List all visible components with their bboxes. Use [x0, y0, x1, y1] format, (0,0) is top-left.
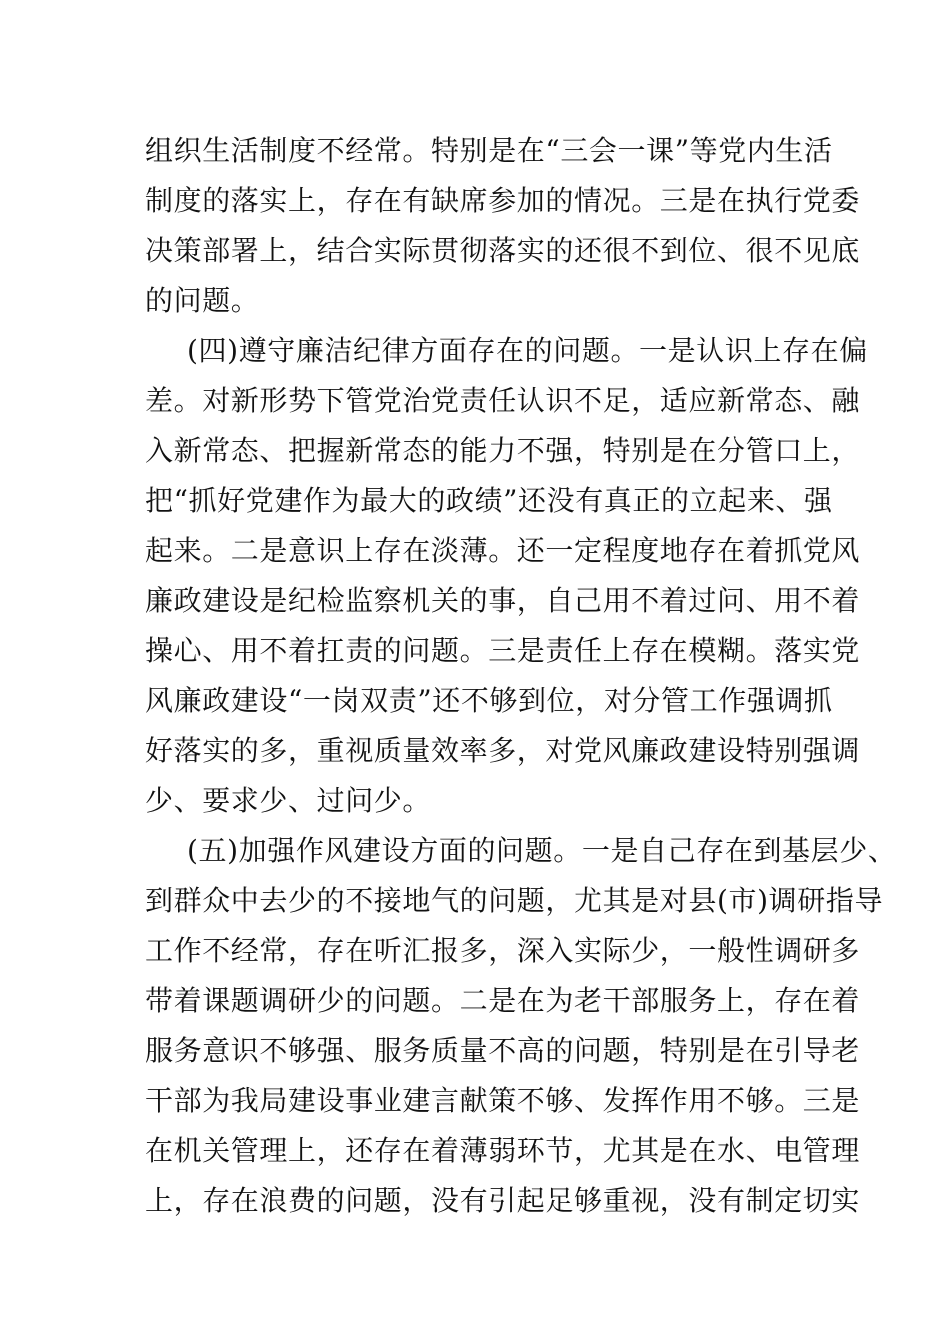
text-line: 好落实的多，重视质量效率多，对党风廉政建设特别强调: [145, 734, 861, 767]
text-line: 少、要求少、过问少。: [145, 784, 432, 817]
text-line: 工作不经常，存在听汇报多，深入实际少，一般性调研多: [145, 934, 861, 967]
text-line: 制度的落实上，存在有缺席参加的情况。三是在执行党委: [145, 184, 861, 217]
text-line: 廉政建设是纪检监察机关的事，自己用不着过问、用不着: [145, 584, 861, 617]
text-line: 决策部署上，结合实际贯彻落实的还很不到位、很不见底: [145, 234, 861, 267]
text-line: 风廉政建设“一岗双责”还不够到位，对分管工作强调抓: [145, 684, 833, 717]
text-line: 带着课题调研少的问题。二是在为老干部服务上，存在着: [145, 984, 861, 1017]
paragraph-heading-line: (五)加强作风建设方面的问题。一是自己存在到基层少、: [187, 834, 897, 867]
text-line: 干部为我局建设事业建言献策不够、发挥作用不够。三是: [145, 1084, 861, 1117]
text-line: 服务意识不够强、服务质量不高的问题，特别是在引导老: [145, 1034, 861, 1067]
text-line: 入新常态、把握新常态的能力不强，特别是在分管口上，: [145, 434, 861, 467]
text-line: 上，存在浪费的问题，没有引起足够重视，没有制定切实: [145, 1184, 861, 1217]
text-line: 把“抓好党建作为最大的政绩”还没有真正的立起来、强: [145, 484, 833, 517]
text-line: 起来。二是意识上存在淡薄。还一定程度地存在着抓党风: [145, 534, 861, 567]
text-line: 操心、用不着扛责的问题。三是责任上存在模糊。落实党: [145, 634, 861, 667]
text-line: 组织生活制度不经常。特别是在“三会一课”等党内生活: [145, 134, 833, 167]
text-line: 的问题。: [145, 284, 260, 317]
paragraph-heading-line: (四)遵守廉洁纪律方面存在的问题。一是认识上存在偏: [187, 334, 868, 367]
text-line: 差。对新形势下管党治党责任认识不足，适应新常态、融: [145, 384, 861, 417]
text-line: 到群众中去少的不接地气的问题，尤其是对县(市)调研指导: [145, 884, 884, 917]
text-line: 在机关管理上，还存在着薄弱环节，尤其是在水、电管理: [145, 1134, 861, 1167]
